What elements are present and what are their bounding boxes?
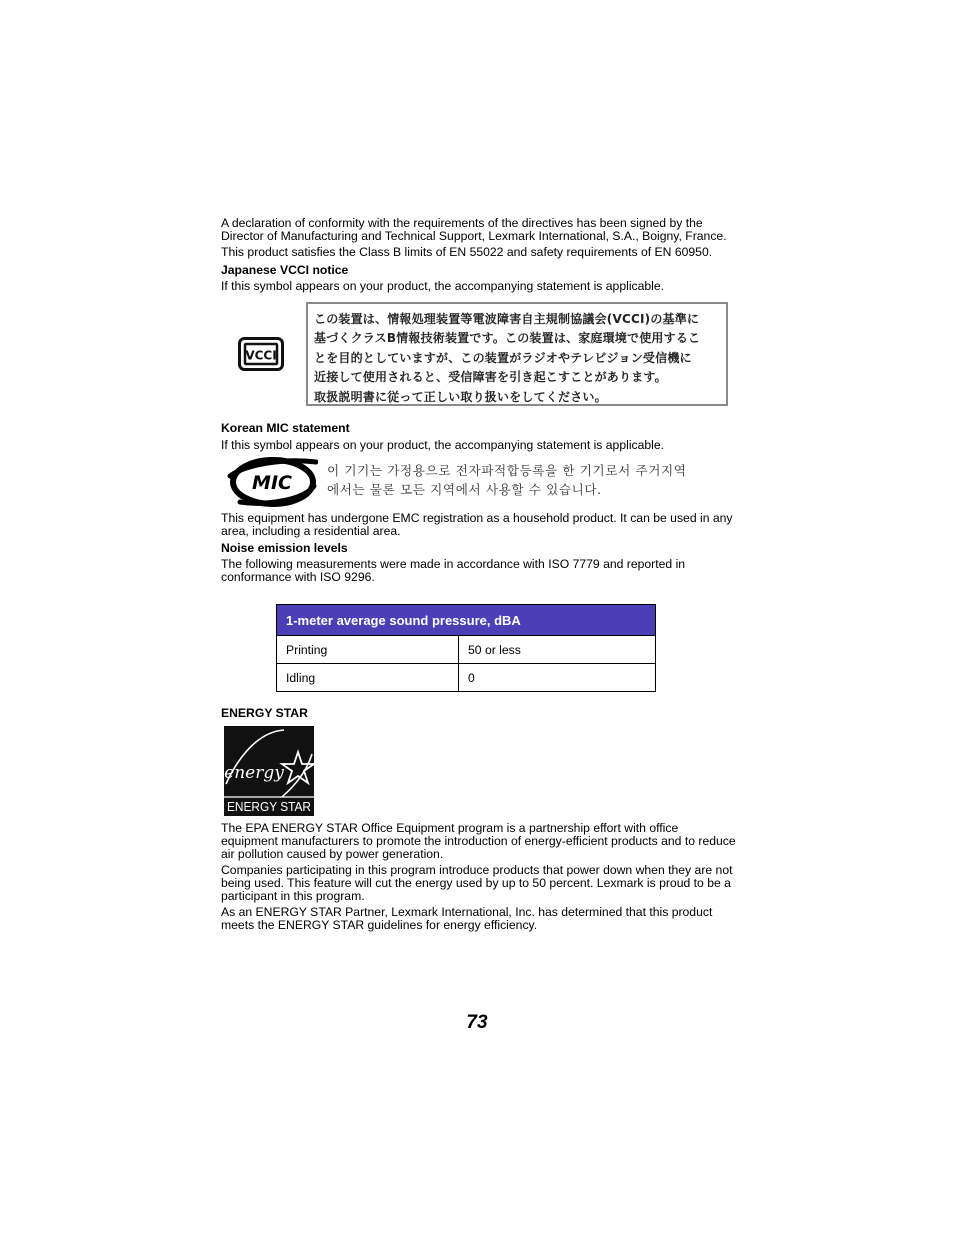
energy-star-paragraph-2: Companies participating in this program introduce products that power down when they are not being used. This feature will cut the energy used by up to 50 percent. Lexmark is proud to be a participant in this program.: [221, 863, 733, 903]
vcci-statement-line: 取扱説明書に従って正しい取り扱いをしてください。: [314, 389, 607, 404]
noise-table-header: 1-meter average sound pressure, dBA: [277, 605, 656, 636]
vcci-logo-text: VCCI: [245, 348, 277, 363]
page-number: 73: [466, 1012, 488, 1033]
vcci-intro-paragraph: If this symbol appears on your product, the accompanying statement is applicable.: [221, 279, 665, 293]
vcci-statement-line: 基づくクラスB情報技術装置です。この装置は、家庭環境で使用するこ: [314, 331, 701, 346]
energy-star-logo: [224, 726, 314, 816]
noise-heading: Noise emission levels: [221, 541, 348, 555]
energy-star-heading: ENERGY STAR: [221, 706, 308, 720]
mic-intro-paragraph: If this symbol appears on your product, the accompanying statement is applicable.: [221, 438, 665, 452]
table-cell-value: 0: [459, 664, 656, 692]
vcci-statement-line: この装置は、情報処理装置等電波障害自主規制協議会(VCCI)の基準に: [314, 312, 700, 326]
table-cell-label: Printing: [277, 636, 459, 664]
vcci-statement-line: とを目的としていますが、この装置がラジオやテレビジョン受信機に: [314, 350, 692, 365]
mic-statement-line: 에서는 물론 모든 지역에서 사용할 수 있습니다.: [327, 481, 602, 497]
class-b-paragraph: This product satisfies the Class B limits of EN 55022 and safety requirements of EN 60950.: [221, 245, 713, 259]
mic-logo: [226, 456, 318, 508]
vcci-logo: [238, 337, 284, 371]
noise-table: [276, 604, 656, 692]
energy-star-paragraph-1: The EPA ENERGY STAR Office Equipment program is a partnership effort with office equipment manufacturers to promote the introduction of energy-efficient products and to reduce air pollution caused by power generation.: [221, 821, 736, 861]
table-cell-value: 50 or less: [459, 636, 656, 664]
energy-star-paragraph-3: As an ENERGY STAR Partner, Lexmark International, Inc. has determined that this product meets the ENERGY STAR guidelines for energy efficiency.: [221, 905, 713, 932]
mic-heading: Korean MIC statement: [221, 421, 350, 435]
emc-paragraph: This equipment has undergone EMC registration as a household product. It can be used in any area, including a residential area.: [221, 511, 733, 538]
mic-logo-text: MIC: [252, 472, 292, 494]
table-row: [277, 636, 656, 664]
vcci-statement-line: 近接して使用されると、受信障害を引き起こすことがあります。: [314, 370, 667, 385]
declaration-paragraph: A declaration of conformity with the requirements of the directives has been signed by the Director of Manufacturing and Technical Support, Lexmark International, S.A., Boigny, France.: [221, 216, 727, 243]
table-row: [277, 664, 656, 692]
vcci-statement-box: [306, 302, 728, 406]
energy-star-script: energy: [224, 763, 284, 783]
vcci-heading: Japanese VCCI notice: [221, 263, 349, 277]
noise-intro-paragraph: The following measurements were made in accordance with ISO 7779 and reported in conformance with ISO 9296.: [221, 557, 686, 584]
table-cell-label: Idling: [277, 664, 459, 692]
mic-statement: [327, 462, 737, 499]
energy-star-label: ENERGY STAR: [227, 800, 311, 814]
mic-statement-line: 이 기기는 가정용으로 전자파적합등록을 한 기기로서 주거지역: [327, 463, 687, 478]
